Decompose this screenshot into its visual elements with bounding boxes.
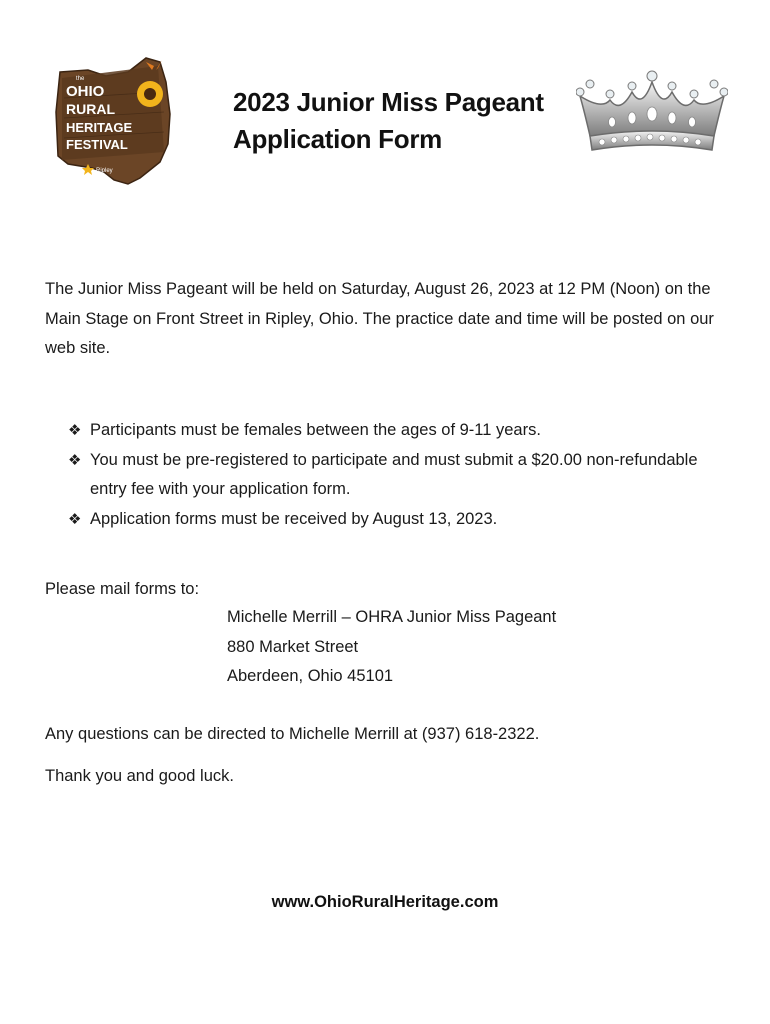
closing-note: Thank you and good luck. xyxy=(45,767,234,785)
svg-text:the: the xyxy=(76,76,85,82)
svg-text:FESTIVAL: FESTIVAL xyxy=(66,137,128,152)
mail-label: Please mail forms to: xyxy=(45,580,200,598)
website-link[interactable]: www.OhioRuralHeritage.com xyxy=(271,893,499,911)
mailing-address xyxy=(227,603,556,692)
diamond-bullet-icon: ❖ xyxy=(68,451,82,469)
diamond-bullet-icon: ❖ xyxy=(68,422,82,439)
rules-list xyxy=(68,416,718,534)
crown-icon xyxy=(576,70,728,162)
list-item xyxy=(68,446,718,505)
page-title xyxy=(233,84,544,158)
rule-text: Application forms must be received by August 13, 2023. xyxy=(90,509,498,528)
title-line-1: 2023 Junior Miss Pageant xyxy=(233,87,544,117)
questions-contact: Any questions can be directed to Michelle Merrill at (937) 618-2322. xyxy=(45,725,540,743)
title-line-2: Application Form xyxy=(233,124,442,154)
address-line: Michelle Merrill – OHRA Junior Miss Pageant xyxy=(227,608,557,626)
address-line: Aberdeen, Ohio 45101 xyxy=(227,667,394,685)
svg-text:Ripley: Ripley xyxy=(96,168,113,174)
svg-text:OHIO: OHIO xyxy=(66,83,105,100)
list-item xyxy=(68,505,718,535)
intro-paragraph: The Junior Miss Pageant will be held on Saturday, August 26, 2023 at 12 PM (Noon) on the Main Stage on Front Street in Ripley, Ohio. The practice date and time will be posted on our web site. xyxy=(45,280,714,357)
sunflower-icon xyxy=(137,81,163,107)
svg-text:RURAL: RURAL xyxy=(66,101,115,117)
address-line: 880 Market Street xyxy=(227,637,359,656)
rule-text: You must be pre-registered to participate and must submit a $20.00 non-refundable entry fee with your application form. xyxy=(90,450,698,498)
diamond-bullet-icon: ❖ xyxy=(68,510,82,528)
rule-text: Participants must be females between the ages of 9-11 years. xyxy=(90,421,541,439)
svg-text:HERITAGE: HERITAGE xyxy=(66,120,133,135)
ohio-rural-heritage-festival-logo xyxy=(54,52,182,188)
list-item xyxy=(68,416,718,446)
